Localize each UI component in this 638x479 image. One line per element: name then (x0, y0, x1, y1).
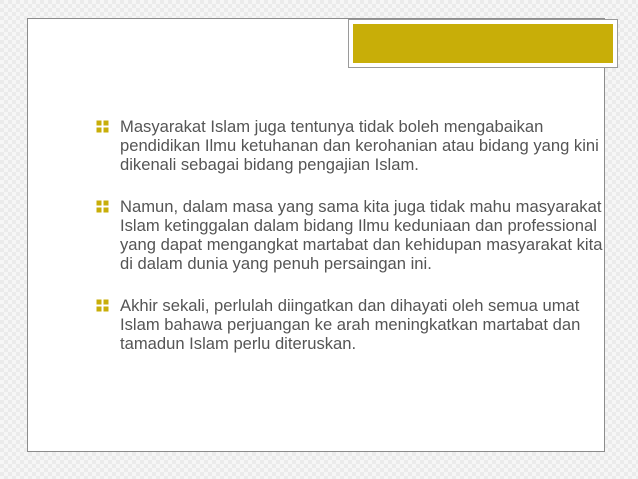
bullet-item (92, 296, 612, 353)
square-bullet-icon (96, 299, 109, 312)
bullet-text: Akhir sekali, perlulah diingatkan dan dihayati oleh semua umat Islam bahawa perjuangan ke arah meningkatkan martabat dan tamadun Islam perlu diteruskan. (120, 296, 581, 353)
square-bullet-icon (96, 120, 109, 133)
title-accent-frame (348, 19, 618, 68)
bullet-text: Namun, dalam masa yang sama kita juga tidak mahu masyarakat Islam ketinggalan dalam bidang Ilmu keduniaan dan professional yang dapat mengangkat martabat dan kehidupan masyarakat kita di dalam dunia yang penuh persaingan ini. (120, 197, 603, 273)
square-bullet-icon (96, 200, 109, 213)
title-accent-bar (353, 24, 613, 63)
bullet-item (92, 117, 612, 174)
slide (27, 18, 605, 452)
bullet-item (92, 197, 612, 273)
bullet-text: Masyarakat Islam juga tentunya tidak boleh mengabaikan pendidikan Ilmu ketuhanan dan kerohanian atau bidang yang kini dikenali sebagai bidang pengajian Islam. (120, 117, 599, 174)
bullet-list (92, 117, 612, 376)
